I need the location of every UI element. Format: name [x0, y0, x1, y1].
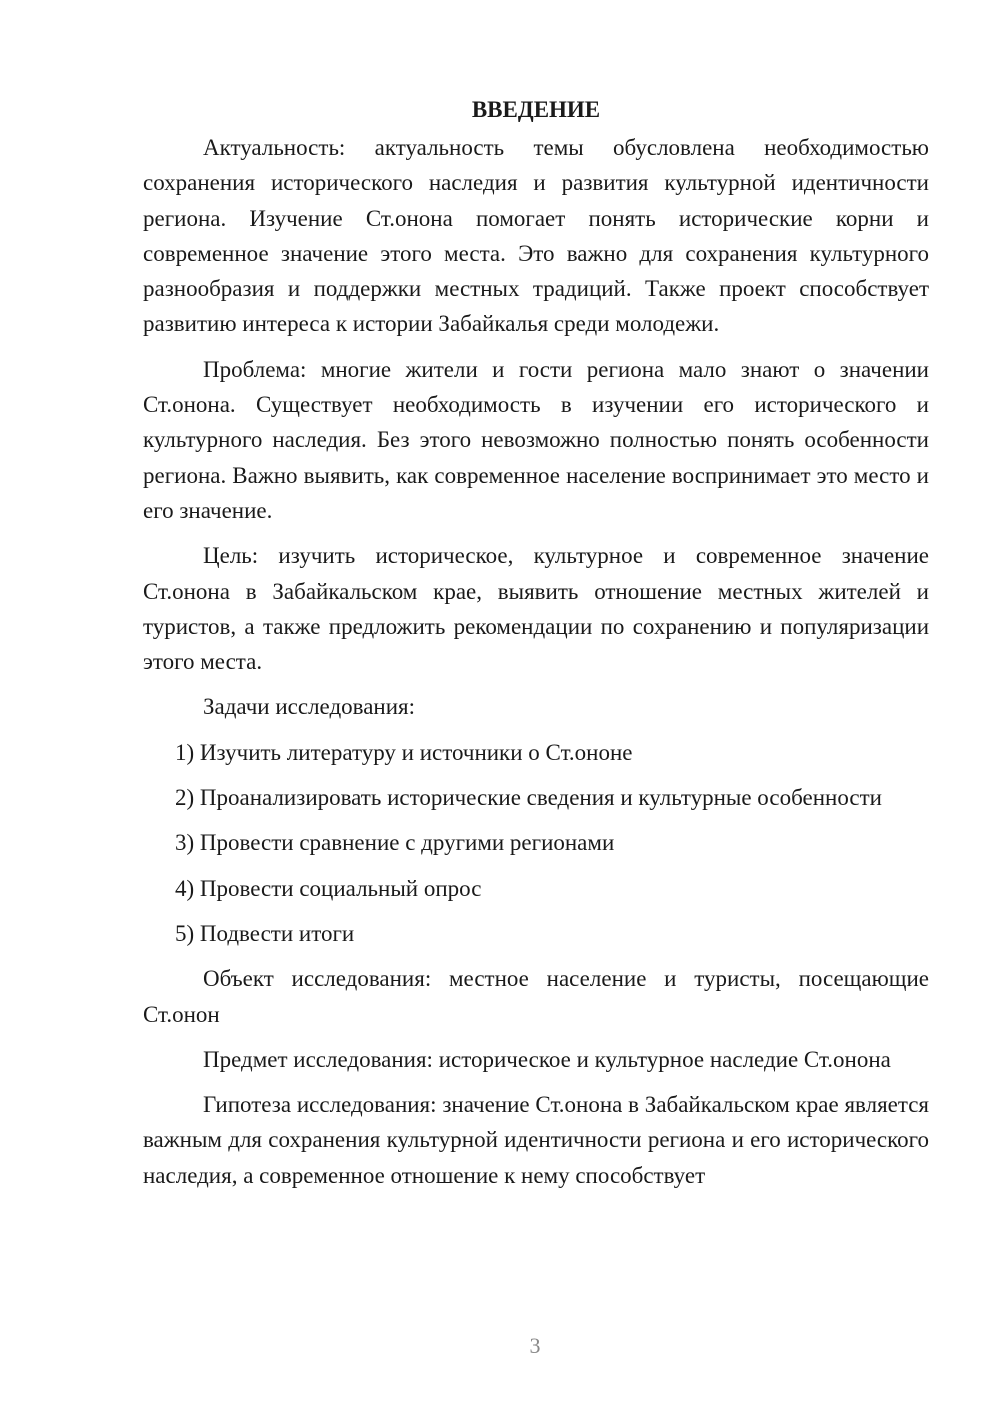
object-paragraph: Объект исследования: местное население и туристы, посещающие Ст.онон: [143, 966, 929, 1027]
subject-paragraph: Предмет исследования: историческое и культурное наследие Ст.онона: [203, 1046, 891, 1072]
relevance-paragraph: Актуальность: актуальность темы обусловлена необходимостью сохранения исторического наследия и развития культурной идентичности региона. Изучение Ст.онона помогает понять исторические корни и современное значение этого места. Это важно для сохранения культурного разнообразия и поддержки местных традиций. Также проект способствует развитию интереса к истории Забайкалья среди молодежи.: [143, 135, 929, 337]
task-item-1: 1) Изучить литературу и источники о Ст.ононе: [175, 739, 633, 765]
hypothesis-paragraph: Гипотеза исследования: значение Ст.онона в Забайкальском крае является важным для сохранения культурной идентичности региона и его исторического наследия, а современное отношение к нему способствует: [143, 1092, 929, 1188]
goal-paragraph: Цель: изучить историческое, культурное и современное значение Ст.онона в Забайкальском крае, выявить отношение местных жителей и туристов, а также предложить рекомендации по сохранению и популяризации этого места.: [143, 543, 929, 675]
document-page: [143, 92, 929, 1193]
tasks-heading: Задачи исследования:: [203, 694, 416, 720]
task-item-4: 4) Провести социальный опрос: [175, 875, 482, 901]
page-number: 3: [529, 1333, 541, 1358]
task-item-5: 5) Подвести итоги: [175, 920, 355, 946]
task-item-2: 2) Проанализировать исторические сведения и культурные особенности: [175, 785, 882, 811]
problem-paragraph: Проблема: многие жители и гости региона мало знают о значении Ст.онона. Существует необходимость в изучении его исторического и культурного наследия. Без этого невозможно полностью понять особенности региона. Важно выявить, как современное население воспринимает это место и его значение.: [143, 356, 929, 523]
document-title: ВВЕДЕНИЕ: [471, 97, 601, 122]
task-item-3: 3) Провести сравнение с другими регионами: [175, 830, 615, 856]
